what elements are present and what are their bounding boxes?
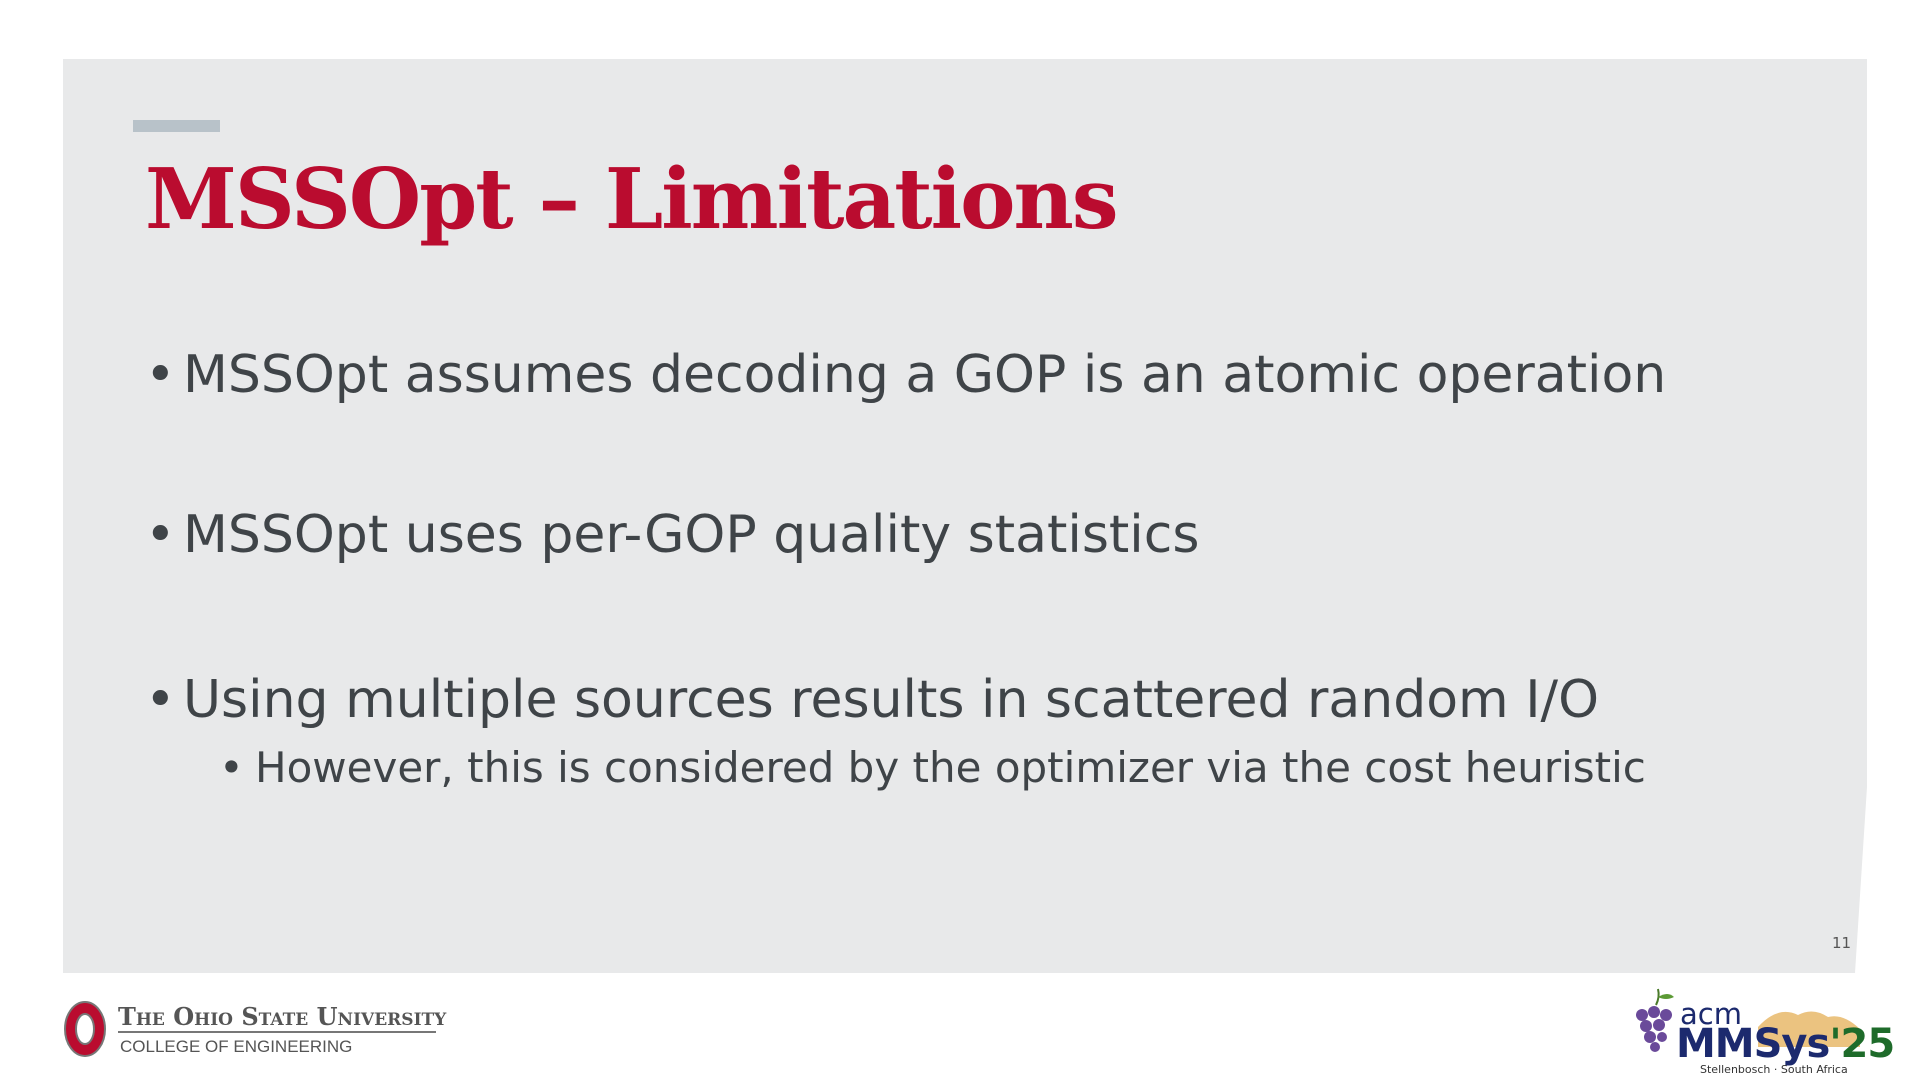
bullet-dot: •: [145, 505, 176, 565]
sub-bullet-1: [219, 743, 1646, 792]
bullet-text: MSSOpt uses per-GOP quality statistics: [183, 505, 1200, 565]
page-number: 11: [1832, 934, 1852, 952]
bullet-3: [145, 670, 1599, 730]
bullet-1: [145, 345, 1666, 405]
osu-block-o-icon: [63, 1000, 107, 1058]
conference-name: [1676, 1021, 1894, 1067]
bullet-text: Using multiple sources results in scattered random I/O: [183, 670, 1600, 730]
bullet-dot: •: [219, 743, 244, 792]
conference-year: '25: [1829, 1021, 1895, 1067]
slide-title: MSSOpt – Limitations: [145, 150, 1117, 248]
title-accent-bar: [133, 120, 220, 132]
sub-bullet-text: However, this is considered by the optimizer via the cost heuristic: [255, 743, 1646, 792]
bullet-2: [145, 505, 1199, 565]
conference-title: MMSys: [1676, 1021, 1830, 1067]
bullet-dot: •: [145, 345, 176, 405]
bullet-text: MSSOpt assumes decoding a GOP is an atomic operation: [183, 345, 1667, 405]
college-name: COLLEGE OF ENGINEERING: [120, 1037, 353, 1056]
conference-location: Stellenbosch · South Africa: [1700, 1063, 1848, 1076]
acm-label: acm: [1680, 997, 1742, 1031]
bullet-dot: •: [145, 670, 176, 730]
university-divider: [118, 1031, 436, 1033]
university-name: The Ohio State University: [118, 1002, 447, 1031]
